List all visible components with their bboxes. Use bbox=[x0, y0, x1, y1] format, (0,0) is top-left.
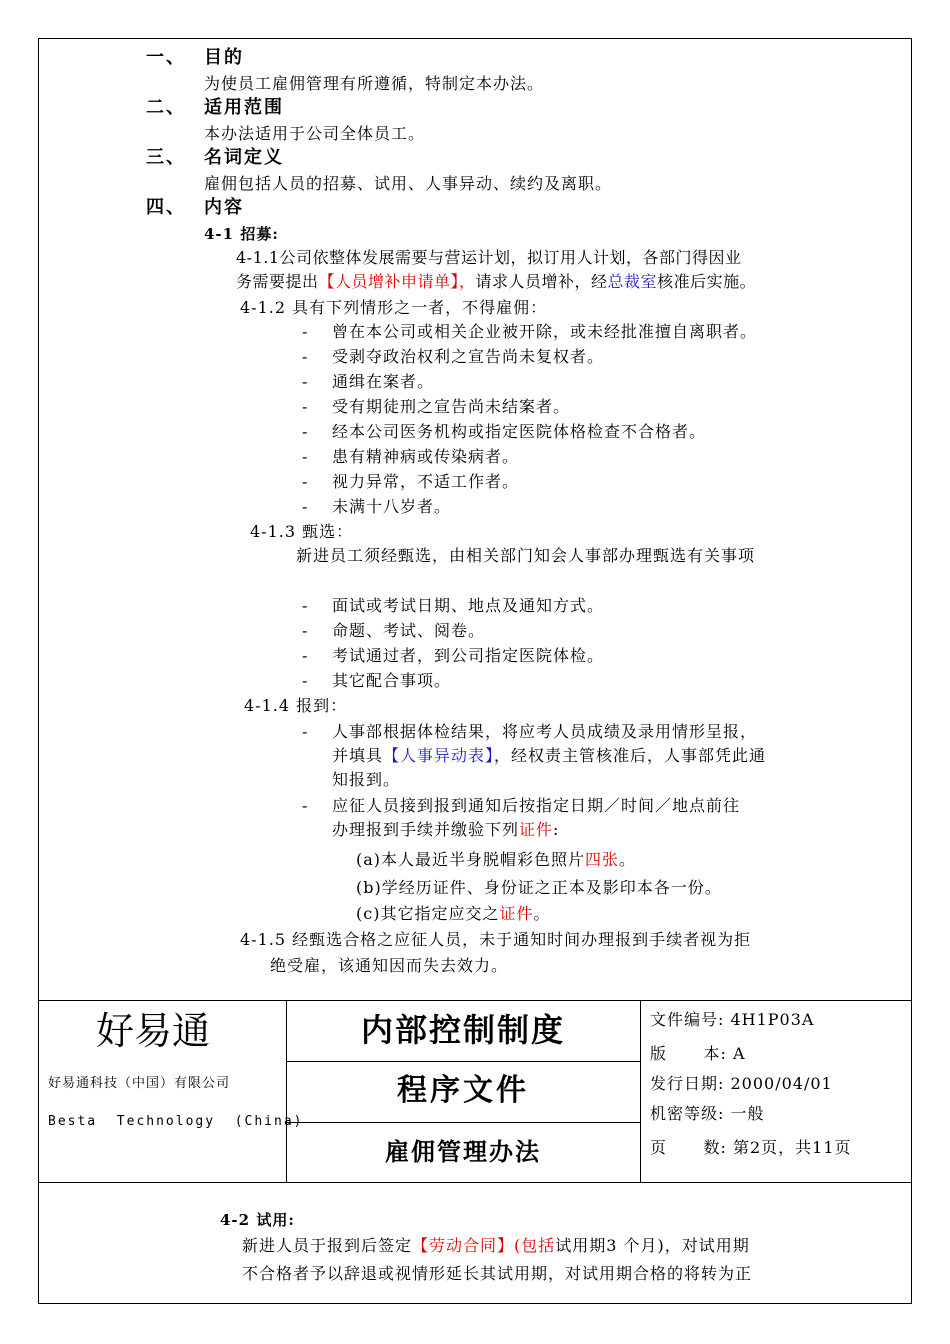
list-item: 经本公司医务机构或指定医院体格检查不合格者。 bbox=[332, 422, 707, 441]
clause-4-1-1-line2: 务需要提出【人员增补申请单】，请求人员增补，经总裁室核准后实施。 bbox=[236, 272, 757, 291]
issue-date: 发行日期: 2000/04/01 bbox=[650, 1074, 833, 1093]
list-bullet: - bbox=[302, 722, 308, 741]
section-1-number: 一、 bbox=[146, 47, 186, 68]
company-name-cn: 好易通科技（中国）有限公司 bbox=[48, 1076, 231, 1091]
list-item: 受有期徒刑之宣告尚未结案者。 bbox=[332, 397, 571, 416]
list-item: 通缉在案者。 bbox=[332, 372, 435, 391]
doc-number: 文件编号: 4H1P03A bbox=[650, 1010, 815, 1029]
list-bullet: - bbox=[302, 322, 308, 341]
section-2-text: 本办法适用于公司全体员工。 bbox=[204, 124, 426, 143]
list-item: 命题、考试、阅卷。 bbox=[332, 621, 486, 640]
list-bullet: - bbox=[302, 646, 308, 665]
president-office: 总裁室 bbox=[607, 272, 658, 291]
list-bullet: - bbox=[302, 397, 308, 416]
list-bullet: - bbox=[302, 447, 308, 466]
report-item-1-line1: 人事部根据体检结果，将应考人员成绩及录用情形呈报， bbox=[332, 722, 758, 741]
secrecy-level: 机密等级: 一般 bbox=[650, 1104, 765, 1123]
clause-4-1-1-line1: 4-1.1公司依整体发展需要与营运计划，拟订用人计划，各部门得因业 bbox=[236, 248, 742, 267]
trial-heading: 4-2 试用: bbox=[220, 1211, 295, 1229]
section-3-title: 名词定义 bbox=[204, 147, 284, 168]
list-item: 未满十八岁者。 bbox=[332, 497, 452, 516]
title-block-top-border bbox=[38, 1000, 912, 1001]
list-item: 患有精神病或传染病者。 bbox=[332, 447, 520, 466]
clause-4-1-3-text: 新进员工须经甄选，由相关部门知会人事部办理甄选有关事项 bbox=[296, 546, 756, 565]
section-4-title: 内容 bbox=[204, 197, 244, 218]
title-block-rule bbox=[286, 1122, 640, 1123]
list-bullet: - bbox=[302, 621, 308, 640]
clause-4-1-2: 4-1.2 具有下列情形之一者，不得雇佣： bbox=[240, 298, 548, 317]
form-staff-request: 【人员增补申请单】， bbox=[318, 272, 476, 291]
report-item-2-line2: 办理报到手续并缴验下列证件: bbox=[332, 820, 560, 839]
clause-4-1-4: 4-1.4 报到： bbox=[244, 696, 348, 715]
list-bullet: - bbox=[302, 796, 308, 815]
section-2-title: 适用范围 bbox=[204, 97, 284, 118]
list-bullet: - bbox=[302, 347, 308, 366]
list-bullet: - bbox=[302, 422, 308, 441]
company-name-en: Besta Technology (China) bbox=[48, 1114, 304, 1129]
clause-4-1-5-line1: 4-1.5 经甄选合格之应征人员，未于通知时间办理报到手续者视为拒 bbox=[240, 930, 752, 949]
section-4-number: 四、 bbox=[146, 197, 186, 218]
title-block-divider bbox=[640, 1000, 641, 1182]
document-c: (c)其它指定应交之证件。 bbox=[356, 904, 551, 923]
clause-4-1-5-line2: 绝受雇，该通知因而失去效力。 bbox=[270, 956, 509, 975]
list-bullet: - bbox=[302, 472, 308, 491]
doc-title-internal-control: 内部控制制度 bbox=[360, 1011, 565, 1049]
form-personnel-change: 【人事异动表】 bbox=[383, 746, 495, 765]
list-item: 其它配合事项。 bbox=[332, 671, 452, 690]
clause-4-1-3: 4-1.3 甄选： bbox=[250, 522, 354, 541]
section-3-text: 雇佣包括人员的招募、试用、人事异动、续约及离职。 bbox=[204, 174, 613, 193]
list-item: 曾在本公司或相关企业被开除，或未经批准擅自离职者。 bbox=[332, 322, 758, 341]
section-3-number: 三、 bbox=[146, 147, 186, 168]
list-item: 面试或考试日期、地点及通知方式。 bbox=[332, 596, 605, 615]
company-logo: 好易通 bbox=[96, 1009, 211, 1053]
document-a: (a)本人最近半身脱帽彩色照片四张。 bbox=[356, 850, 637, 869]
recruit-heading: 4-1 招募: bbox=[204, 225, 279, 243]
title-block-bottom-border bbox=[38, 1182, 912, 1183]
list-bullet: - bbox=[302, 596, 308, 615]
title-block-rule bbox=[286, 1061, 640, 1062]
report-item-1-line3: 知报到。 bbox=[332, 770, 401, 789]
section-1-title: 目的 bbox=[204, 47, 244, 68]
document-b: (b)学经历证件、身份证之正本及影印本各一份。 bbox=[356, 878, 722, 897]
doc-title-employment: 雇佣管理办法 bbox=[385, 1137, 541, 1166]
section-1-text: 为使员工雇佣管理有所遵循，特制定本办法。 bbox=[204, 74, 545, 93]
trial-line2: 不合格者予以辞退或视情形延长其试用期，对试用期合格的将转为正 bbox=[242, 1264, 753, 1283]
doc-title-procedure: 程序文件 bbox=[397, 1073, 529, 1108]
list-item: 受剥夺政治权利之宣告尚未复权者。 bbox=[332, 347, 605, 366]
doc-version: 版 本: A bbox=[650, 1044, 746, 1063]
list-item: 视力异常，不适工作者。 bbox=[332, 472, 520, 491]
page-count: 页 数: 第2页，共11页 bbox=[650, 1138, 852, 1157]
list-bullet: - bbox=[302, 671, 308, 690]
section-2-number: 二、 bbox=[146, 97, 186, 118]
list-bullet: - bbox=[302, 372, 308, 391]
report-item-2-line1: 应征人员接到报到通知后按指定日期／时间／地点前往 bbox=[332, 796, 741, 815]
trial-line1: 新进人员于报到后签定【劳动合同】(包括试用期3 个月)，对试用期 bbox=[242, 1236, 750, 1255]
list-item: 考试通过者，到公司指定医院体检。 bbox=[332, 646, 605, 665]
report-item-1-line2: 并填具【人事异动表】，经权责主管核准后，人事部凭此通 bbox=[332, 746, 767, 765]
list-bullet: - bbox=[302, 497, 308, 516]
